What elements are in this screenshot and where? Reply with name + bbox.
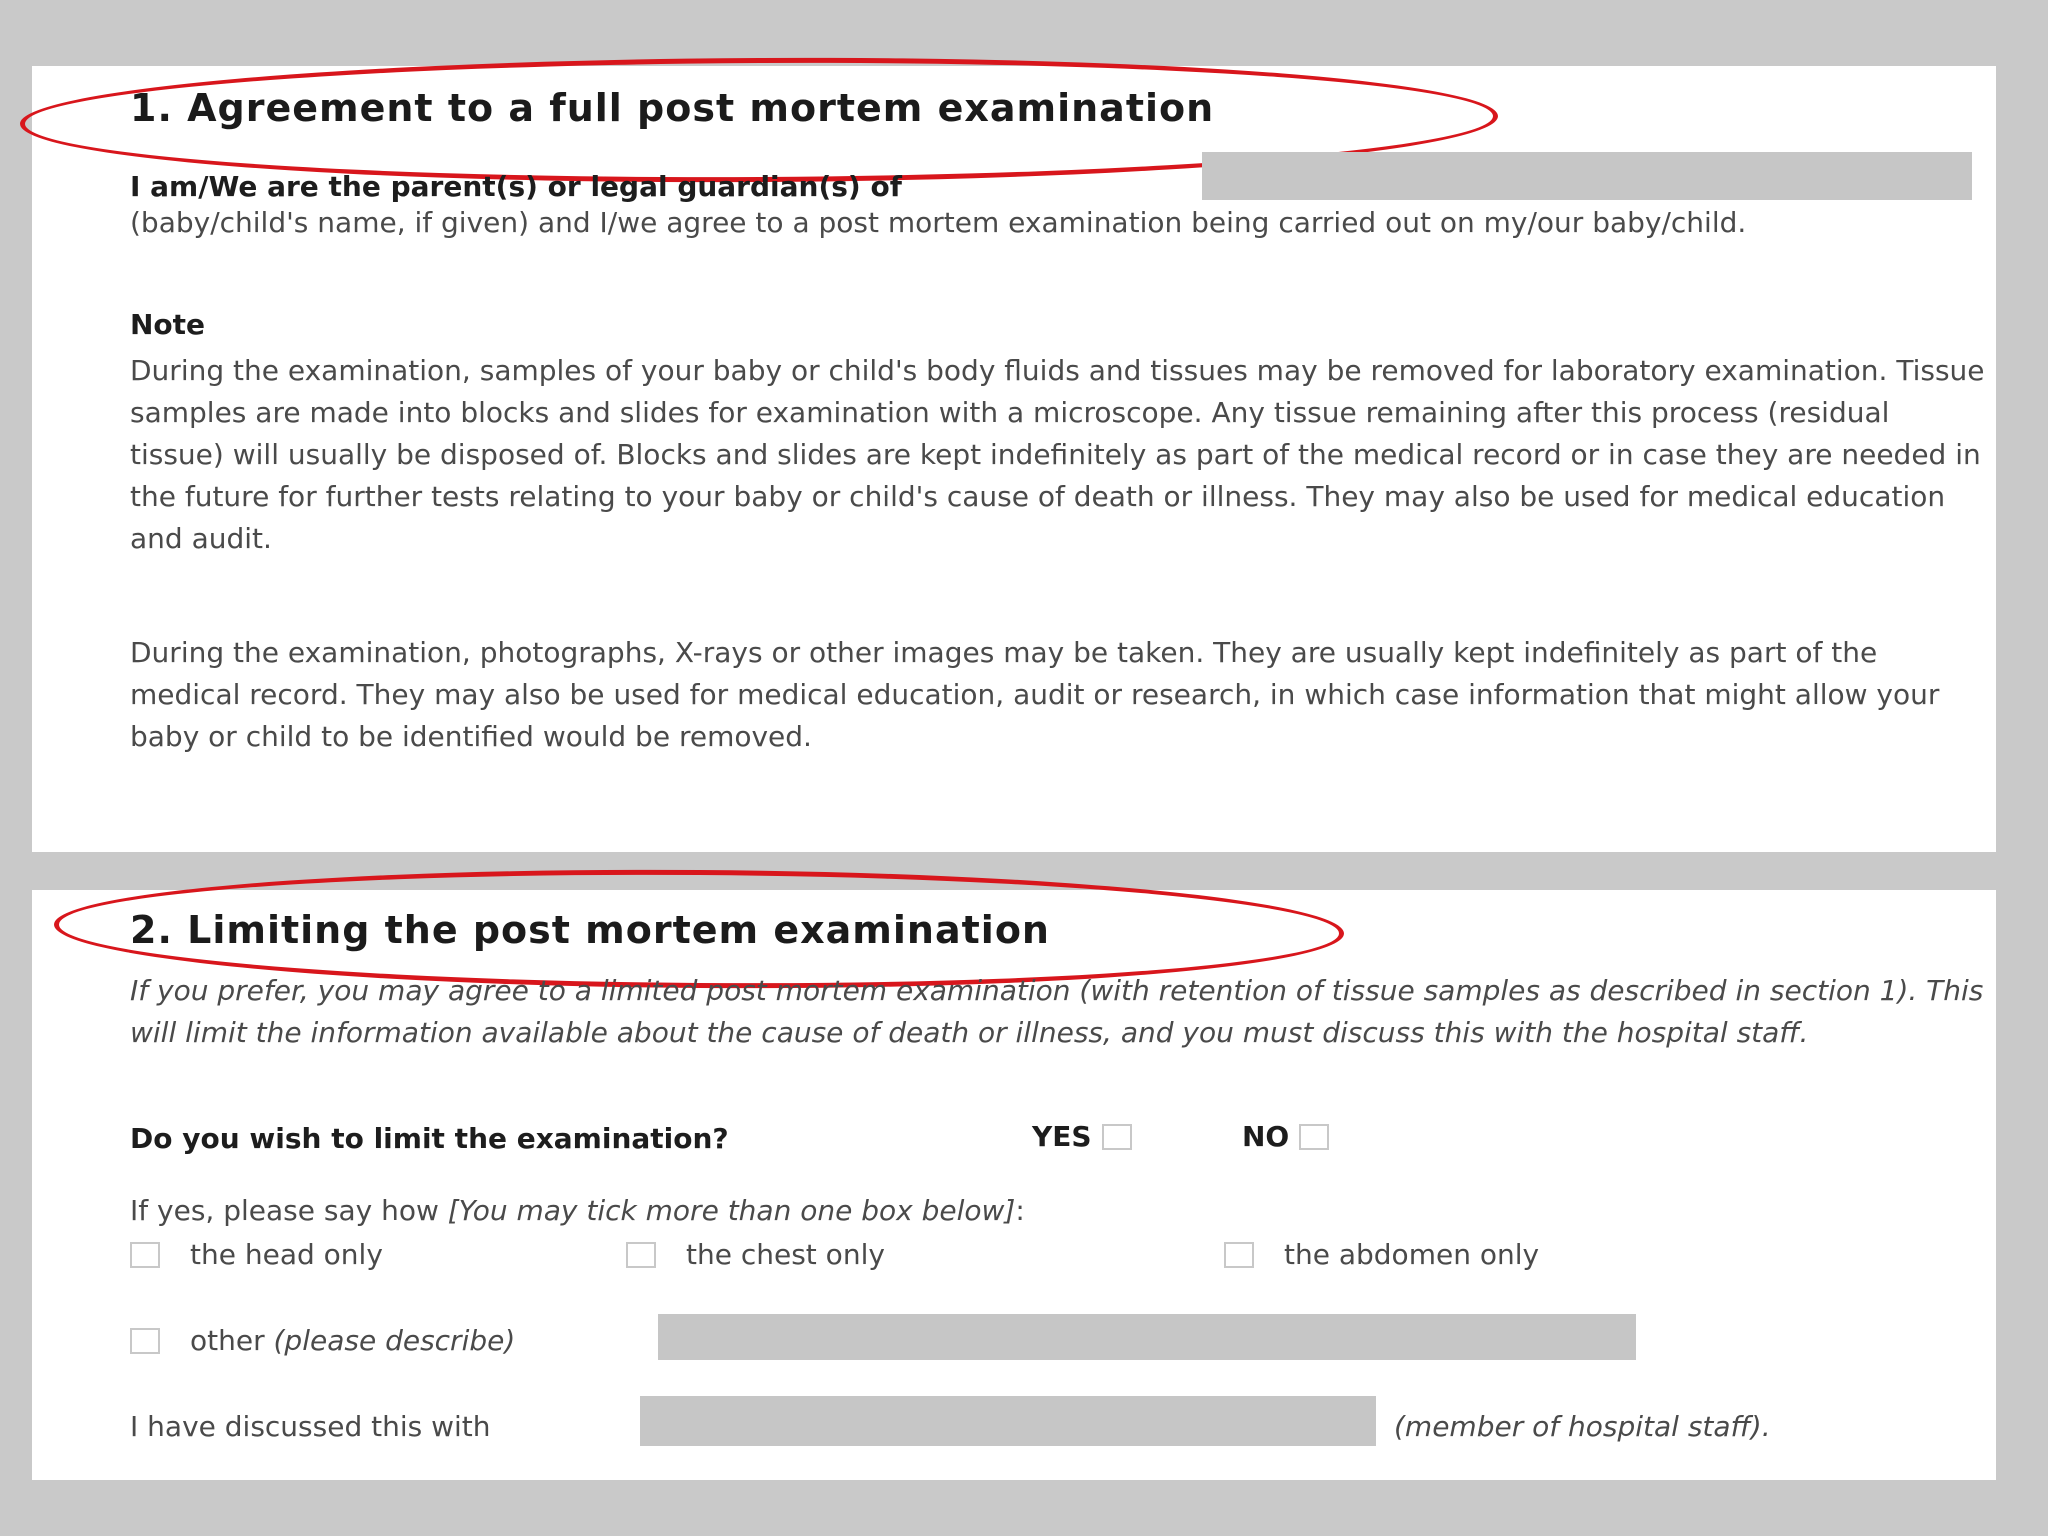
how-instruction (130, 1190, 1990, 1232)
option-abdomen-only (1224, 1238, 1539, 1271)
option-chest-only (626, 1238, 885, 1271)
no-checkbox[interactable] (1299, 1124, 1329, 1150)
chest-only-checkbox[interactable] (626, 1242, 656, 1268)
note-paragraph-images: During the examination, photographs, X-rays or other images may be taken. They are usually kept indefinitely as part of the medical record. They may also be used for medical education, audit or research, in which case information that might allow your baby or child to be identified would be removed. (130, 636, 1940, 753)
other-description-field[interactable] (658, 1314, 1636, 1360)
abdomen-only-label: the abdomen only (1284, 1238, 1540, 1271)
no-label: NO (1242, 1120, 1290, 1153)
limited-exam-intro: If you prefer, you may agree to a limited post mortem examination (with retention of tissue samples as described in section 1). This will limit the information available about the cause of death or illness, and you must discuss this with the hospital staff. (130, 974, 1984, 1049)
section1-heading: 1. Agreement to a full post mortem examination (130, 86, 1215, 130)
note-paragraph-samples: During the examination, samples of your baby or child's body fluids and tissues may be removed for laboratory examination. Tissue samples are made into blocks and slides for examination with a microscope. Any tissue remaining after this process (residual tissue) will usually be disposed of. Blocks and slides are kept indefinitely as part of the medical record or in case they are needed in the future for further tests relating to your baby or child's cause of death or illness. They may also be used for medical education and audit. (130, 354, 1985, 555)
other-hint: (please describe) (273, 1324, 516, 1357)
other-label (190, 1324, 515, 1357)
guardian-description: (baby/child's name, if given) and I/we agree to a post mortem examination being carried out on my/our baby/child. (130, 206, 1747, 239)
other-checkbox[interactable] (130, 1328, 160, 1354)
guardian-label: I am/We are the parent(s) or legal guardian(s) of (130, 170, 902, 203)
head-only-checkbox[interactable] (130, 1242, 160, 1268)
option-head-only (130, 1238, 383, 1271)
note-label: Note (130, 308, 206, 341)
chest-only-label: the chest only (686, 1238, 885, 1271)
abdomen-only-checkbox[interactable] (1224, 1242, 1254, 1268)
head-only-label: the head only (190, 1238, 383, 1271)
discussed-label: I have discussed this with (130, 1410, 491, 1443)
yes-label: YES (1032, 1120, 1092, 1153)
option-other (130, 1324, 515, 1357)
no-option (1242, 1120, 1329, 1153)
yes-checkbox[interactable] (1102, 1124, 1132, 1150)
staff-suffix: (member of hospital staff). (1394, 1410, 1771, 1443)
child-name-field[interactable] (1202, 152, 1972, 200)
section-limiting-post-mortem (32, 890, 1996, 1480)
how-suffix: : (1015, 1194, 1025, 1227)
section-agreement-full-post-mortem (32, 66, 1996, 852)
other-text: other (190, 1324, 265, 1357)
how-prefix: If yes, please say how (130, 1194, 448, 1227)
limit-question: Do you wish to limit the examination? (130, 1122, 729, 1155)
section2-heading: 2. Limiting the post mortem examination (130, 908, 1050, 952)
staff-member-field[interactable] (640, 1396, 1376, 1446)
yes-option (1032, 1120, 1132, 1153)
how-hint: [You may tick more than one box below] (447, 1194, 1016, 1227)
